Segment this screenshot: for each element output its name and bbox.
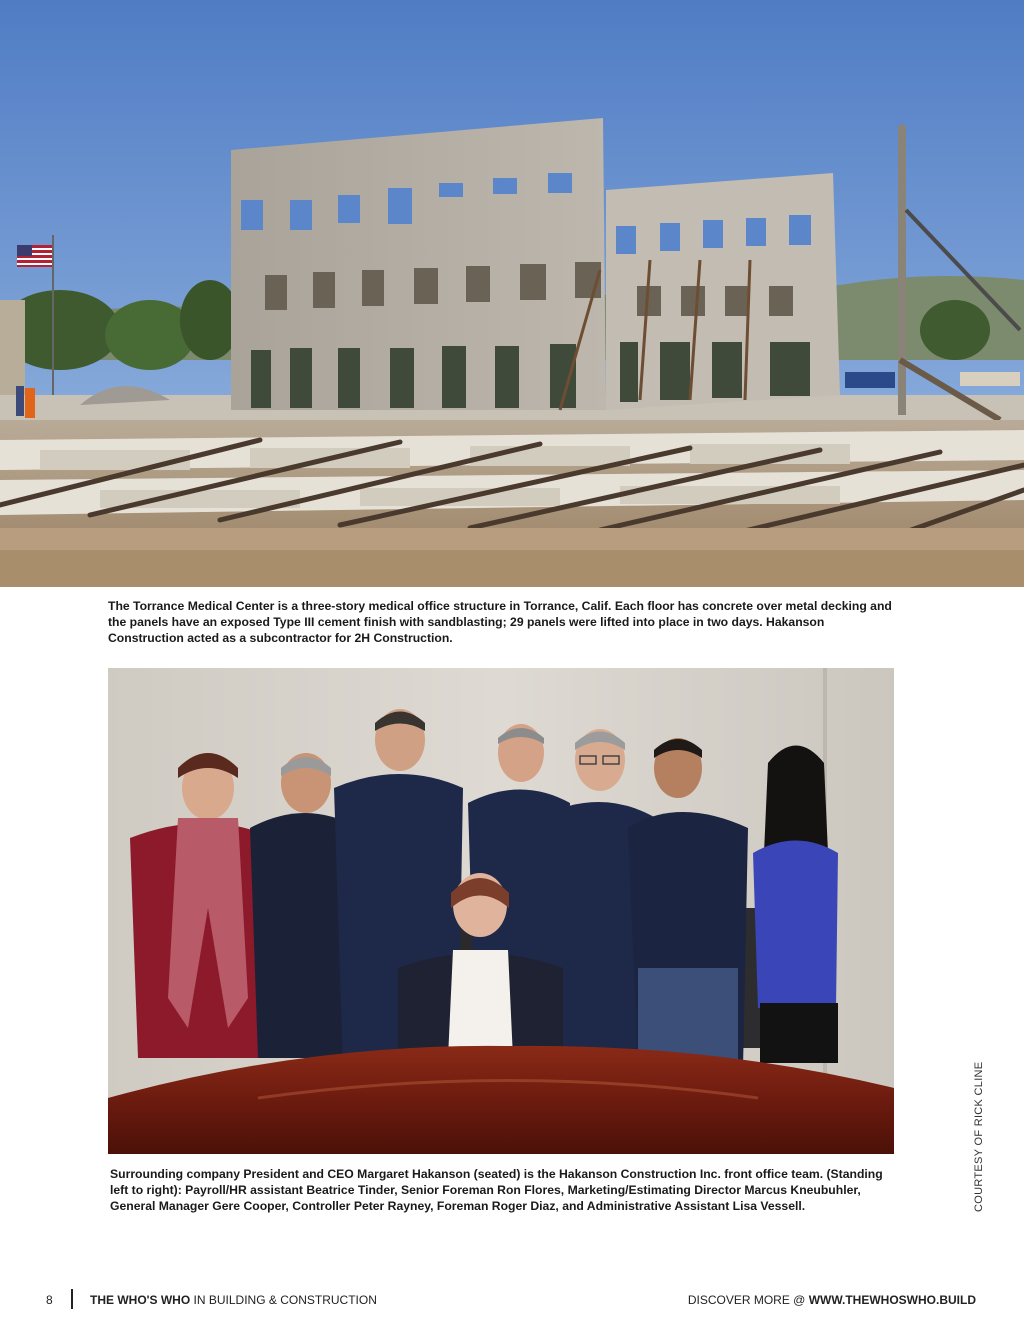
construction-photo-caption: The Torrance Medical Center is a three-story medical office structure in Torrance, Calif. Each floor has concrete over metal decking and the panels have an exposed Type III cement finish with sandblasting; 29 panels were lifted into place in two days. Hakanson Construction acted as a subcontractor for 2H Construction. bbox=[108, 599, 892, 645]
construction-site-photo bbox=[0, 0, 1024, 587]
team-photo-caption: Surrounding company President and CEO Margaret Hakanson (seated) is the Hakanson Construction Inc. front office team. (Standing left to right): Payroll/HR assistant Beatrice Tinder, Senior Foreman Ron Flores, Marketing/Estimating Director Marcus Kneubuhler, General Manager Gere Cooper, Controller Peter Rayney, Foreman Roger Diaz, and Administrative Assistant Lisa Vessell. bbox=[110, 1167, 883, 1213]
website-link[interactable]: WWW.THEWHOSWHO.BUILD bbox=[808, 1293, 976, 1307]
page-footer bbox=[0, 1286, 1024, 1316]
page-number: 8 bbox=[46, 1293, 53, 1307]
photo-credit: COURTESY OF RICK CLINE bbox=[973, 1061, 985, 1212]
publication-name-bold: THE WHO'S WHO bbox=[90, 1293, 191, 1307]
discover-prefix: DISCOVER MORE @ bbox=[687, 1293, 809, 1307]
publication-name bbox=[90, 1293, 377, 1307]
discover-more bbox=[688, 1293, 976, 1307]
publication-name-rest: IN BUILDING & CONSTRUCTION bbox=[190, 1293, 377, 1307]
team-photo bbox=[108, 668, 894, 1154]
footer-divider bbox=[71, 1289, 73, 1309]
